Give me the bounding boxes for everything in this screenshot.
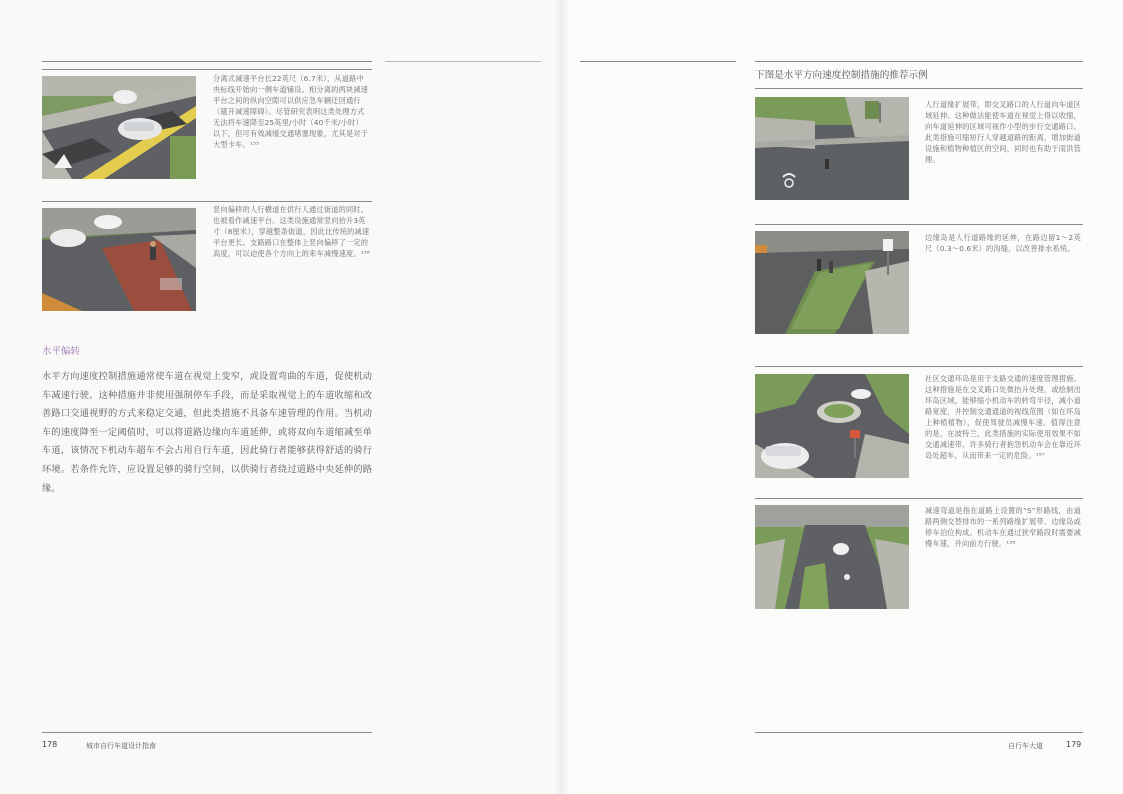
edge-island-photo <box>755 231 909 334</box>
raised-crosswalk-photo <box>42 208 196 311</box>
curb-extension-photo <box>755 97 909 200</box>
footer-rule <box>42 732 372 733</box>
figure-rule <box>755 224 1083 225</box>
figure-rule <box>42 69 372 70</box>
book-gutter <box>555 0 569 794</box>
speed-cushion-caption: 分离式减速平台长22英尺（6.7米），从道路中央标线开始向一侧车道铺设。相分离的两块减速平台之间的纵向空隙可以供应急车辆迂回通行（避开减速障碍）。尽管研究表明这类处理方式无法将车速降至25英里/小时（40千米/小时）以下，但可有效减缓交通堵塞现象，尤其是对于大型卡车。¹⁵⁵ <box>213 74 369 149</box>
top-rule-left-column <box>580 61 736 62</box>
top-rule-right-column <box>385 61 541 62</box>
chicane-caption: 减速弯道是指在道路上设置的“S”形路线，由道路两侧交替排布的一系列路缘扩展带、边缘岛或停车泊位构成。机动车在通过狭窄路段时需要减慢车速，并向前方行驶。¹⁵⁸ <box>925 506 1081 548</box>
traffic-circle-caption: 社区交通环岛是用于支路交通的速度管理措施。这种措施是在交叉路口处微抬升处理，或绘制出环岛区域，能够缩小机动车的转弯半径，减小道路宽度，并控制交通通道的视线范围（如在环岛上种植植物），促使驾驶员减慢车速。值得注意的是，在波特兰，此类措施的实际使用效果不如交通减速带。许多骑行者抱怨机动车会在靠近环岛处超车，从而带来一定的危险。¹⁵⁷ <box>925 374 1081 460</box>
running-title-right: 自行车大道 <box>1008 742 1043 750</box>
chicane-photo <box>755 505 909 609</box>
page-number-right: 179 <box>1066 740 1082 749</box>
figure-rule <box>42 201 372 202</box>
body-paragraph: 水平方向速度控制措施通常使车道在视觉上变窄，或设置弯曲的车道，促使机动车减速行驶。这种措施并非使用强制停车手段，而是采取视觉上的车道收缩和改善路口交通视野的方式来稳定交通，但此类措施不具备车速管理的作用。当机动车的速度降至一定阈值时，可以将道路边缘向车道延伸，或将双向车道缩减至单车道，该情况下机动车超车不会占用自行车道，因此骑行者能够获得舒适的骑行环境。若条件允许，应设置足够的骑行空间，以供骑行者绕过道路中央延伸的路缘。 <box>42 371 372 494</box>
traffic-circle-photo <box>755 374 909 478</box>
right-page-title: 下图是水平方向速度控制措施的推荐示例 <box>755 70 928 81</box>
top-rule <box>42 61 372 62</box>
speed-cushion-photo <box>42 76 196 179</box>
raised-crosswalk-caption: 竖向偏移的人行横道在供行人通过街道的同时，也被看作减速平台。这类设施通常竖向抬升3英寸（8厘米），穿越整条街道，因此比传统的减速平台更长。支路路口在整体上竖向偏移了一定的高度，可以迫使各个方向上的来车减慢速度。¹⁵⁶ <box>213 205 370 258</box>
footer-rule <box>755 732 1083 733</box>
page-number-left: 178 <box>42 740 58 749</box>
curb-extension-caption: 人行道缘扩展带，即交叉路口的人行道向车道区域延伸。这种做法能使车道在视觉上得以收缩，向车道延伸的区域可视作小型的步行交通路口。此类措施可缩短行人穿越道路的距离，增加街道设施和植物种植区的空间，同时也有助于雨洪管理。 <box>925 100 1081 164</box>
running-title-left: 城市自行车道设计指南 <box>86 742 156 750</box>
section-heading: 水平偏转 <box>42 346 81 357</box>
edge-island-caption: 边缘岛是人行道路缘的延伸，在路边留1～2英尺（0.3～0.6米）的沟缝，以改善排水系统。 <box>925 233 1081 253</box>
figure-rule <box>755 88 1083 89</box>
top-rule <box>755 61 1083 62</box>
figure-rule <box>755 366 1083 367</box>
figure-rule <box>755 498 1083 499</box>
